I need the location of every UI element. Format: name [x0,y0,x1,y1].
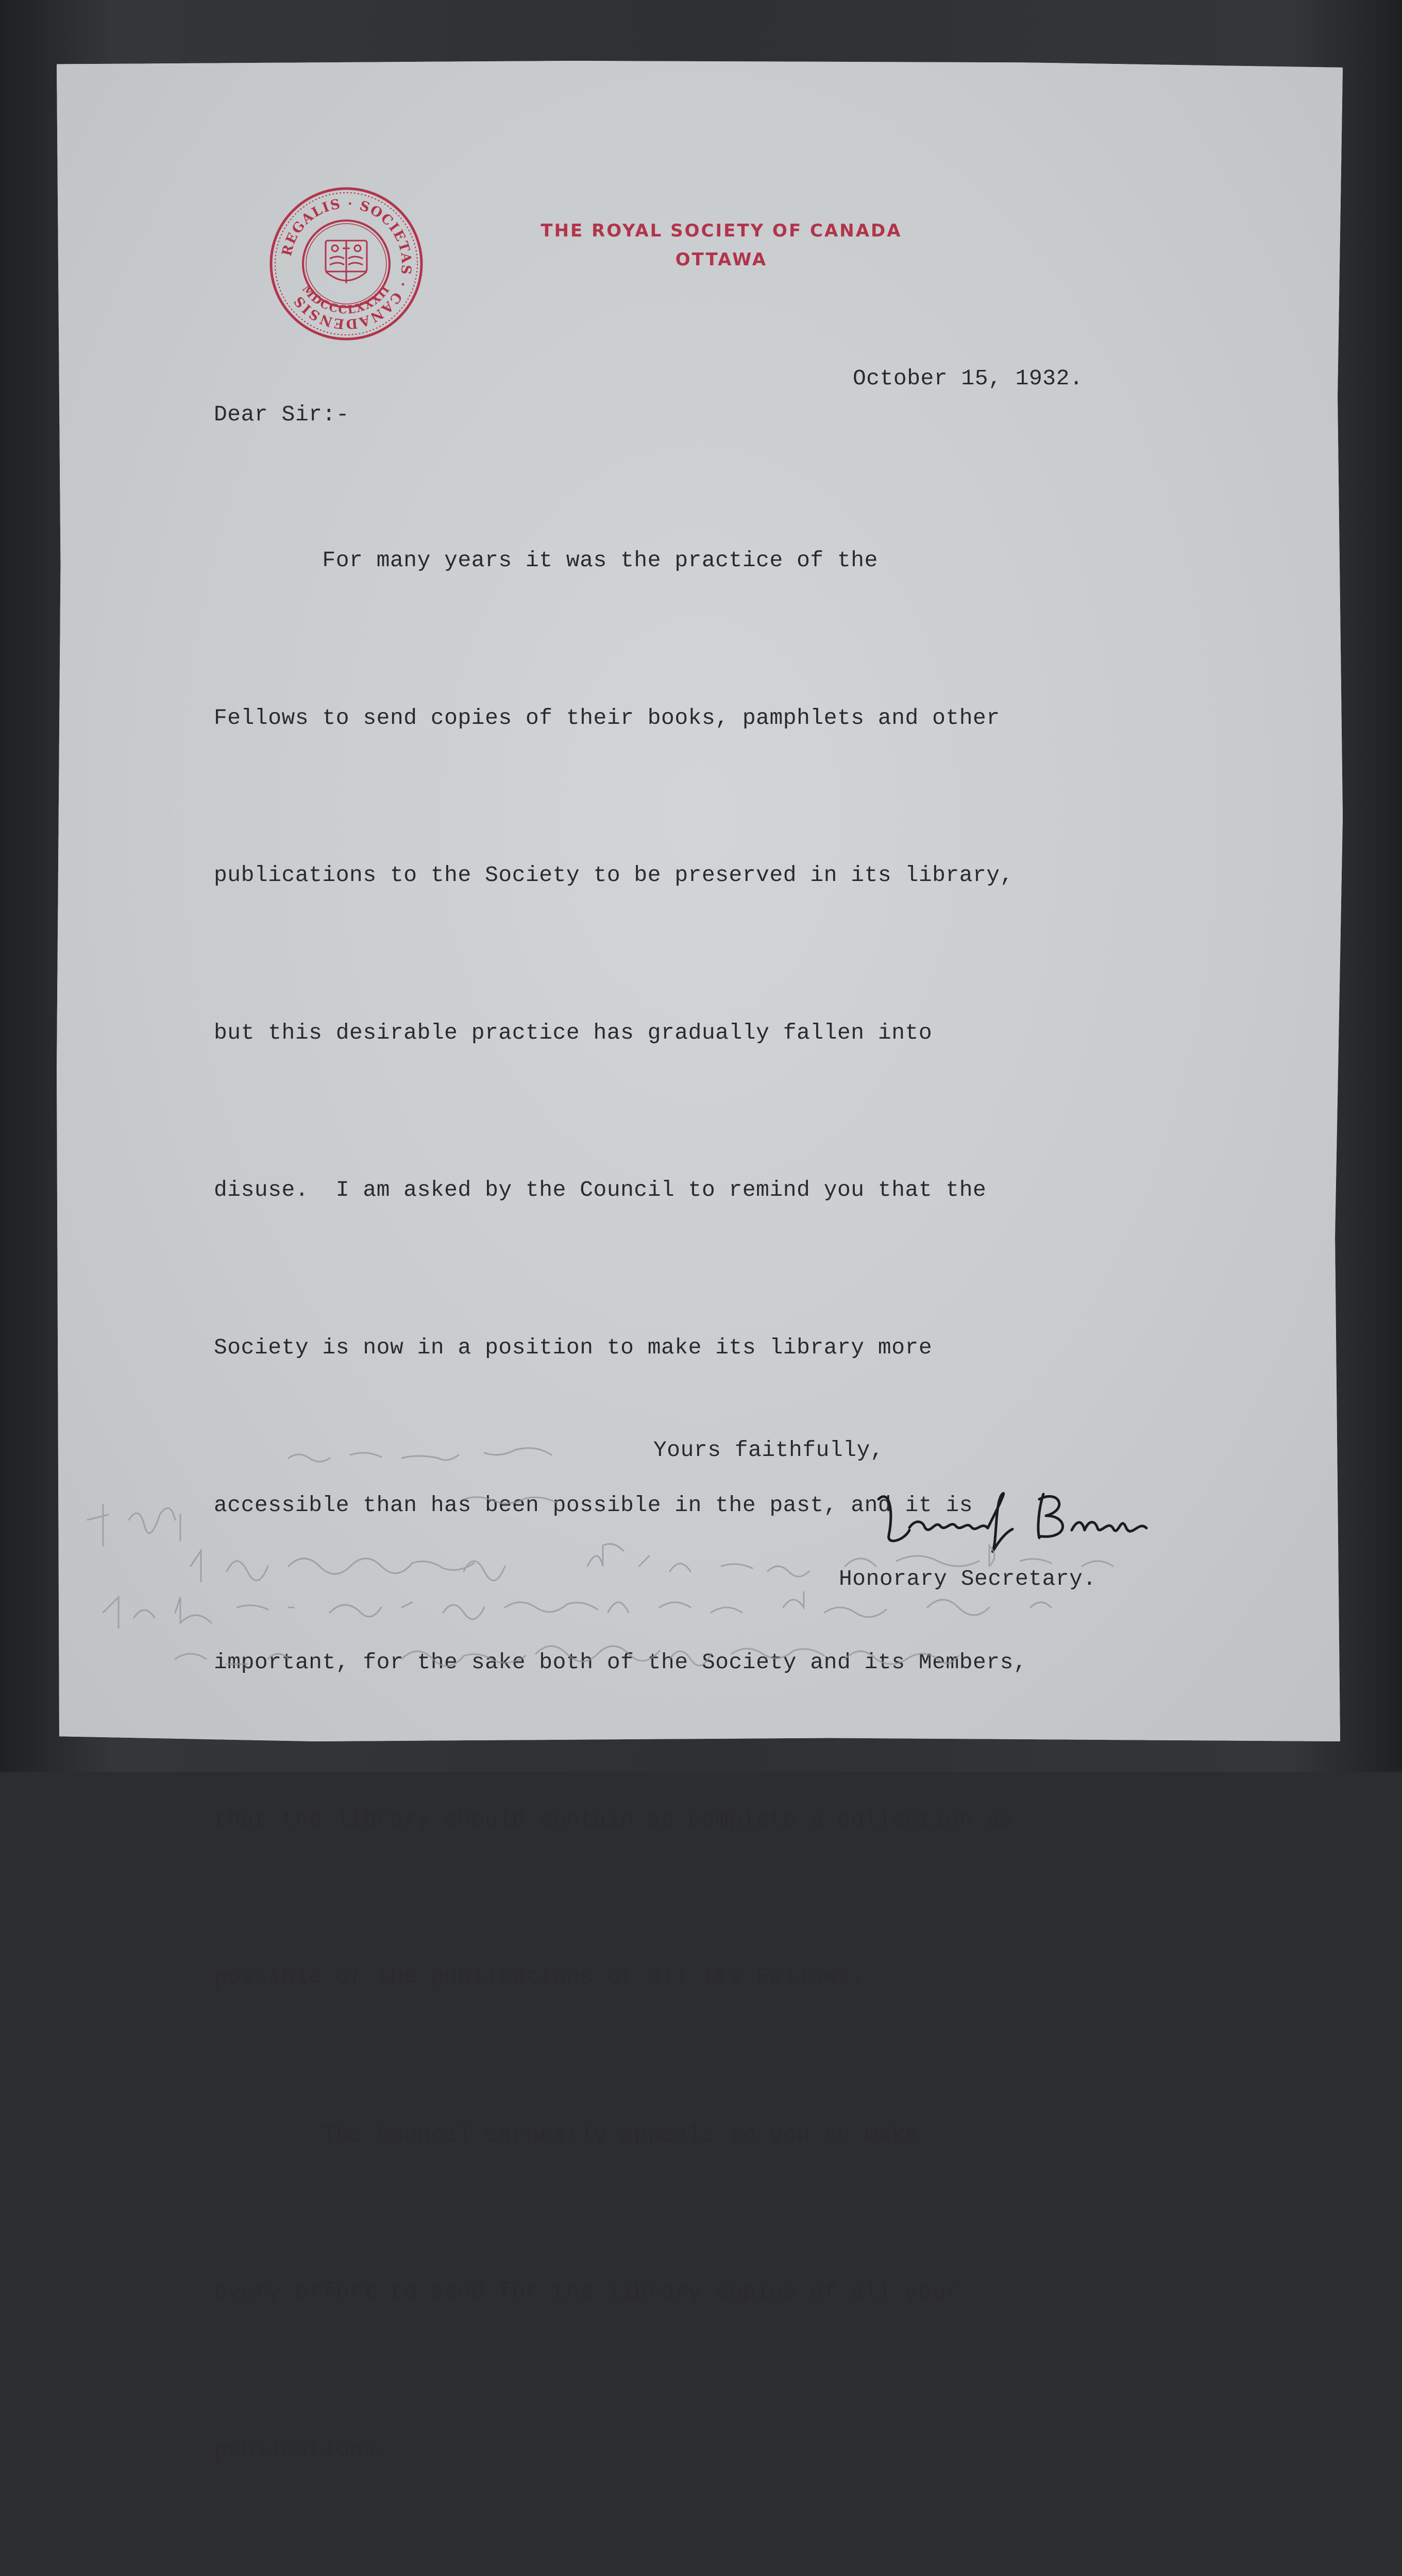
seal-text: REGALIS · SOCIETAS · CANADENSIS [279,196,414,332]
body-line: possible of the publications of all its Fellows. [214,1964,865,1990]
seal-year: MDCCCLXXXII [299,282,393,317]
body-line: that the library should contain as complete a collection as [214,1807,1014,1833]
letter-salutation: Dear Sir:- [214,402,350,427]
body-line: but this desirable practice has gradually fallen into [214,1020,933,1045]
signer-title: Honorary Secretary. [839,1566,1096,1591]
letterhead [464,216,979,274]
body-line: accessible than has been possible in the past, and it is [214,1492,973,1518]
pencil-annotations [72,1443,1309,1731]
body-line: publications to the Society to be preserved in its library, [214,862,1014,888]
body-line: publications. [214,2437,390,2463]
seal-emblem-icon [326,241,367,283]
letterhead-city: OTTAWA [675,249,768,270]
body-line: disuse. I am asked by the Council to remind you that the [214,1177,987,1203]
body-line: The Council earnestly appeals to you to make [214,2122,919,2147]
letter-closing: Yours faithfully, [653,1437,884,1463]
body-line: every effort to send for the library copies of all your [214,2279,959,2305]
body-line: Fellows to send copies of their books, pamphlets and other [214,705,1000,731]
body-line: important, for the sake both of the Society and its Members, [214,1650,1027,1675]
body-line: For many years it was the practice of the [214,548,878,573]
society-seal [269,187,424,341]
letter-date: October 15, 1932. [853,366,1084,391]
letterhead-organization: THE ROYAL SOCIETY OF CANADA [540,221,902,241]
body-line: Society is now in a position to make its library more [214,1334,933,1360]
